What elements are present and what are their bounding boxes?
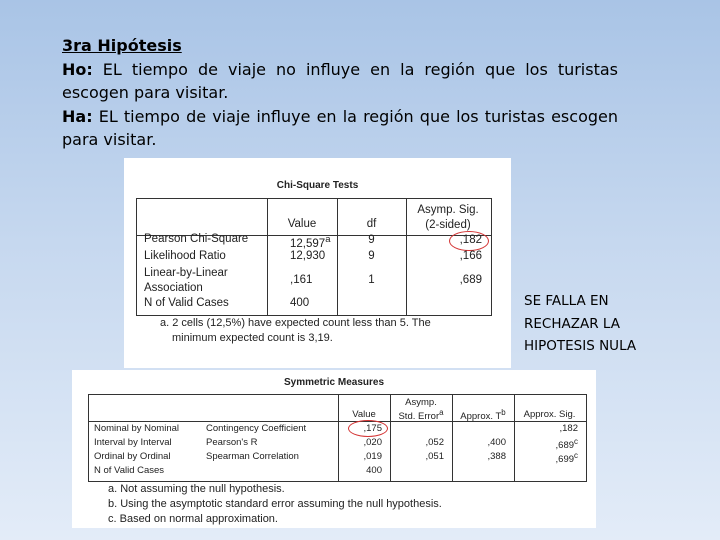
row-value: ,020 [363, 437, 382, 448]
footnote: a. Not assuming the null hypothesis. [108, 483, 285, 495]
conclusion-line: HIPOTESIS NULA [524, 338, 637, 354]
row-label: N of Valid Cases [144, 297, 229, 309]
row-group: Nominal by Nominal [94, 423, 180, 434]
conclusion-line: SE FALLA EN [524, 293, 609, 309]
hypothesis-text-block [62, 34, 618, 152]
row-df: 9 [368, 234, 375, 246]
row-sig: ,166 [459, 250, 482, 262]
row-measure: Spearman Correlation [206, 451, 299, 462]
chi-square-title: Chi-Square Tests [276, 180, 359, 191]
header-df: df [366, 218, 377, 230]
row-label: Linear-by-Linear [144, 267, 228, 279]
row-value: 400 [290, 297, 310, 309]
conclusion-text [524, 290, 674, 358]
null-hypothesis [62, 58, 618, 105]
row-df: 1 [368, 274, 375, 286]
row-group: Ordinal by Ordinal [94, 451, 171, 462]
footnote: minimum expected count is 3,19. [172, 332, 333, 344]
row-group: Interval by Interval [94, 437, 172, 448]
header-value: Value [287, 218, 317, 230]
row-measure: Pearson's R [206, 437, 258, 448]
symmetric-title: Symmetric Measures [283, 377, 385, 388]
row-value: 12,930 [290, 250, 326, 262]
row-sig: ,182 [459, 234, 482, 246]
header-approx-sig: Approx. Sig. [523, 409, 576, 420]
symmetric-measures-table-image [72, 370, 596, 528]
conclusion-line: RECHAZAR LA [524, 315, 620, 332]
highlight-circle [449, 231, 489, 251]
ho-text: EL tiempo de viaje no influye en la región que los turistas escogen para visitar. [62, 59, 618, 102]
row-sig: ,182 [559, 423, 578, 434]
row-approx-t: ,400 [487, 437, 506, 448]
row-measure: Contingency Coefficient [206, 423, 307, 434]
header-std-error-2: Std. Error$^a$ [398, 408, 444, 423]
row-group: N of Valid Cases [94, 465, 165, 476]
chi-square-table-image [124, 158, 511, 368]
column-divider [267, 198, 268, 315]
row-sig: ,689$^c$ [555, 437, 578, 452]
footnote: b. Using the asymptotic standard error assuming the null hypothesis. [108, 498, 442, 510]
row-value: 12,597$^a$ [290, 234, 331, 250]
row-sig: ,689 [459, 274, 482, 286]
row-value: ,175 [363, 423, 382, 434]
row-sig: ,699$^c$ [555, 451, 578, 466]
ha-label: Ha: [62, 106, 93, 126]
footnote: c. Based on normal approximation. [108, 513, 278, 525]
row-std-error: ,051 [425, 451, 444, 462]
header-sig-sided: (2-sided) [425, 219, 471, 231]
row-df: 9 [368, 250, 375, 262]
footnote: a. 2 cells (12,5%) have expected count less than 5. The [160, 317, 431, 329]
header-std-error: Asymp. [405, 397, 437, 408]
slide-title: 3ra Hipótesis [62, 36, 182, 55]
row-value: ,161 [290, 274, 313, 286]
row-value: 400 [366, 465, 382, 476]
header-approx-t: Approx. $T^b$ [460, 408, 506, 423]
row-label-cont: Association [144, 282, 203, 294]
ha-text: EL tiempo de viaje influye en la región que los turistas escogen para visitar. [62, 106, 618, 149]
header-value: Value [352, 409, 376, 420]
ho-label: Ho: [62, 59, 93, 79]
alternative-hypothesis [62, 105, 618, 152]
row-value: ,019 [363, 451, 382, 462]
row-label: Likelihood Ratio [144, 250, 226, 262]
row-std-error: ,052 [425, 437, 444, 448]
header-sig: Asymp. Sig. [417, 204, 479, 216]
highlight-circle [348, 420, 388, 437]
row-label: Pearson Chi-Square [144, 233, 249, 245]
row-approx-t: ,388 [487, 451, 506, 462]
